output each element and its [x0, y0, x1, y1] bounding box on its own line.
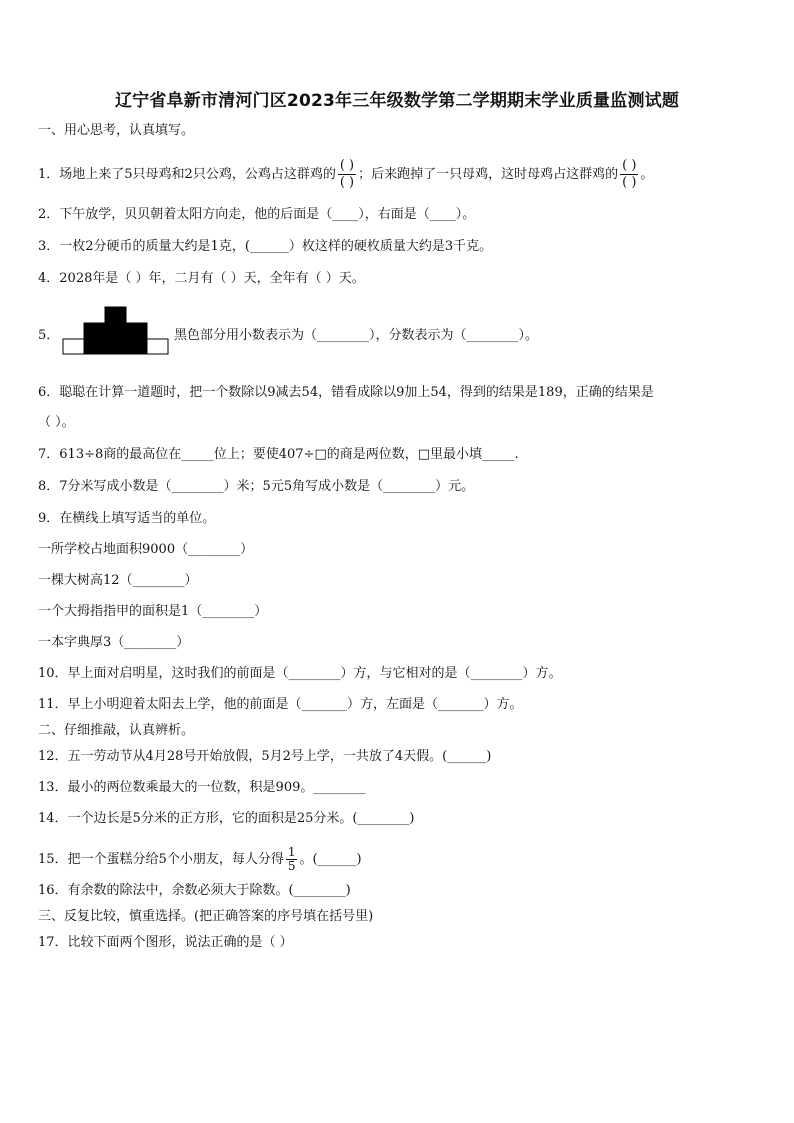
fraction-one-fifth: [286, 846, 298, 873]
question-4: 4．2028年是（ ）年，二月有（ ）天，全年有（ ）天。: [38, 271, 365, 286]
page-title: 辽宁省阜新市清河门区2023年三年级数学第二学期期末学业质量监测试题: [114, 91, 680, 111]
question-2: 2．下午放学，贝贝朝着太阳方向走，他的后面是（____），右面是（____）。: [38, 207, 476, 222]
question-3: 3．一枚2分硬币的质量大约是1克，(______）枚这样的硬枚质量大约是3千克。: [38, 239, 493, 254]
question-9-item-2: 一棵大树高12（________）: [38, 573, 198, 588]
question-1-text-c: 。: [640, 167, 654, 182]
question-12: 12．五一劳动节从4月28号开始放假，5月2号上学，一共放了4天假。(______): [38, 749, 492, 764]
question-9-item-3: 一个大拇指指甲的面积是1（________）: [38, 604, 268, 619]
fraction-numerator: 1: [287, 845, 296, 859]
fraction-blank-1: [338, 158, 356, 191]
question-9-item-1: 一所学校占地面积9000（________）: [38, 542, 254, 557]
block-2-0: [63, 339, 84, 354]
block-2-3: [126, 339, 147, 354]
question-5-number: 5．: [38, 328, 60, 343]
fraction-blank-2: [620, 158, 638, 191]
question-10: 10．早上面对启明星，这时我们的前面是（________）方，与它相对的是（________）方。: [38, 666, 562, 681]
question-9-item-4: 一本字典厚3（________）: [38, 635, 190, 650]
question-1: [38, 158, 653, 191]
block-2-1: [84, 339, 105, 354]
question-16: 16．有余数的除法中，余数必须大于除数。(________): [38, 883, 351, 898]
block-1-1: [105, 323, 126, 338]
section-heading-3: 三、反复比较，慎重选择。(把正确答案的序号填在括号里): [38, 909, 374, 924]
question-13: 13．最小的两位数乘最大的一位数，积是909。________: [38, 780, 366, 795]
fraction-blank-2-numerator: ( ): [622, 158, 637, 173]
question-9-heading: 9．在横线上填写适当的单位。: [38, 511, 216, 526]
fraction-denominator: 5: [287, 859, 296, 873]
question-17: 17．比较下面两个图形，说法正确的是（ ）: [38, 935, 293, 950]
question-5-text: 黑色部分用小数表示为（________），分数表示为（________）。: [174, 328, 539, 343]
block-2-4: [147, 339, 168, 354]
section-heading-1: 一、用心思考，认真填写。: [38, 123, 195, 138]
block-figure: [62, 306, 172, 368]
fraction-blank-2-denominator: ( ): [622, 175, 637, 190]
section-heading-2: 二、仔细推敲，认真辨析。: [38, 723, 195, 738]
block-2-2: [105, 339, 126, 354]
block-1-2: [126, 323, 147, 338]
question-1-text-a: 1．场地上来了5只母鸡和2只公鸡，公鸡占这群鸡的: [38, 167, 336, 182]
question-15-text-a: 15．把一个蛋糕分给5个小朋友，每人分得: [38, 852, 284, 867]
question-7: 7．613÷8商的最高位在_____位上；要使407÷□的商是两位数，□里最小填_____.: [38, 447, 519, 462]
block-0-0: [105, 307, 126, 322]
question-6-line-2: （ ）。: [38, 415, 75, 430]
question-8: 8．7分米写成小数是（________）米；5元5角写成小数是（________）元。: [38, 479, 475, 494]
question-15: [38, 846, 362, 873]
fraction-blank-1-numerator: ( ): [339, 158, 355, 173]
question-14: 14．一个边长是5分米的正方形，它的面积是25分米。(________): [38, 811, 415, 826]
block-1-0: [84, 323, 105, 338]
fraction-blank-1-denominator: ( ): [339, 175, 355, 190]
question-11: 11．早上小明迎着太阳去上学，他的前面是（_______）方，左面是（_______）方。: [38, 697, 523, 712]
question-15-text-b: 。(______): [299, 852, 362, 867]
question-1-text-b: ；后来跑掉了一只母鸡，这时母鸡占这群鸡的: [358, 167, 619, 182]
question-6-line-1: 6．聪聪在计算一道题时，把一个数除以9减去54，错看成除以9加上54，得到的结果是189，正确的结果是: [38, 385, 654, 400]
